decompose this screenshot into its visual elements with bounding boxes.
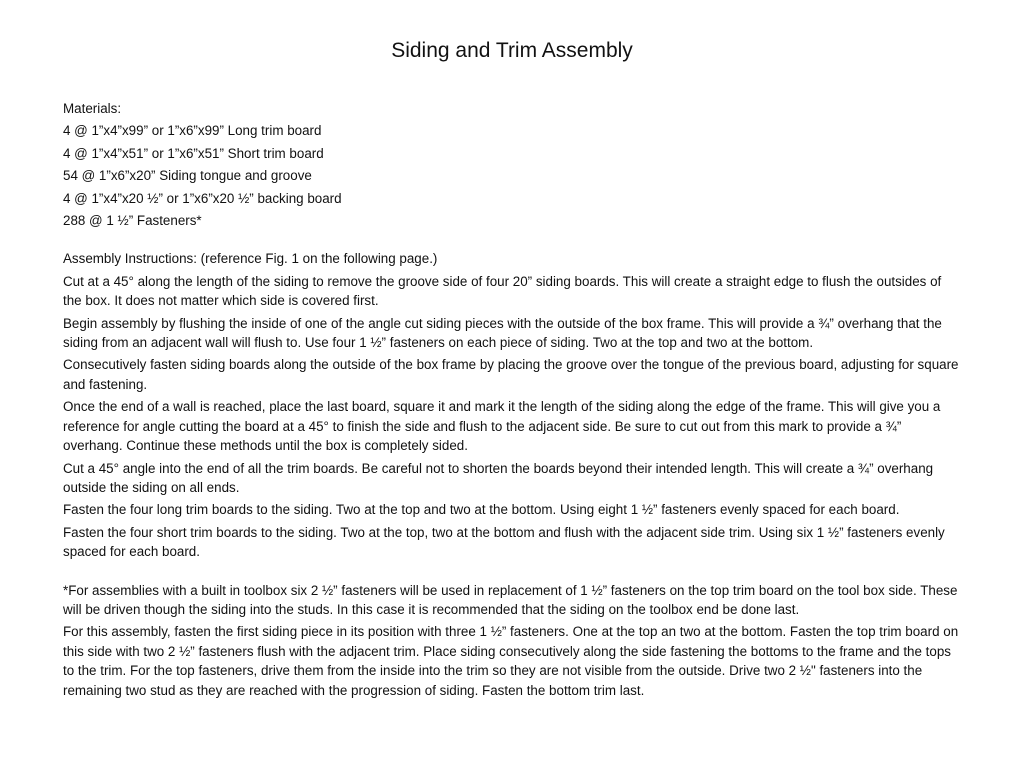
page-title: Siding and Trim Assembly xyxy=(391,39,633,62)
instruction-step: Fasten the four short trim boards to the siding. Two at the top, two at the bottom and flush with the adjacent side trim. Using six 1 ½” fasteners evenly spaced for each board. xyxy=(63,524,945,560)
materials-item: 288 @ 1 ½” Fasteners* xyxy=(63,213,202,229)
materials-item: 54 @ 1”x6”x20” Siding tongue and groove xyxy=(63,168,312,184)
materials-heading: Materials: xyxy=(63,101,122,116)
instruction-step: Begin assembly by flushing the inside of one of the angle cut siding pieces with the outside of the box frame. This will provide a ¾” overhang that the siding from an adjacent wall will flush to. Use four 1 ½” fasteners on each piece of siding. Two at the top and two at the bottom. xyxy=(63,315,942,351)
instructions-heading: Assembly Instructions: (reference Fig. 1 on the following page.) xyxy=(63,251,438,267)
materials-item: 4 @ 1”x4”x51” or 1”x6”x51” Short trim board xyxy=(63,145,324,161)
instruction-step: Once the end of a wall is reached, place the last board, square it and mark it the length of the siding along the edge of the frame. This will give you a reference for angle cutting the board at a 45° to finish the side and flush to the adjacent side. Be sure to cut out from this mark to provide a ¾” overhang. Continue these methods until the box is completely sided. xyxy=(63,399,941,454)
section-spacer xyxy=(63,565,963,581)
materials-item: 4 @ 1”x4”x99” or 1”x6”x99” Long trim board xyxy=(63,123,322,139)
instruction-step: Cut at a 45° along the length of the siding to remove the groove side of four 20” siding boards. This will create a straight edge to flush the outsides of the box. It does not matter which side is covered first. xyxy=(63,273,942,309)
instruction-step: Cut a 45° angle into the end of all the trim boards. Be careful not to shorten the boards beyond their intended length. This will create a ¾” overhang outside the siding on all ends. xyxy=(63,460,934,495)
toolbox-note: *For assemblies with a built in toolbox six 2 ½” fasteners will be used in replacement of 1 ½” fasteners on the top trim board on the tool box side. These will be driven though the siding into the studs. In this case it is recommended that the siding on the toolbox end be done last. xyxy=(63,582,958,617)
toolbox-assembly-note: For this assembly, fasten the first siding piece in its position with three 1 ½” fasteners. One at the top an two at the bottom. Fasten the top trim board on this side with two 2 ½” fasteners flush with the adjacent trim. Place siding consecutively along the side fastening the bottoms to the frame and the tops to the trim. For the top fasteners, drive them from the inside into the trim so they are not visible from the outside. Drive two 2 ½" fasteners into the remaining two stud as they are reached with the progression of siding. Fasten the bottom trim last. xyxy=(63,624,959,698)
instruction-step: Fasten the four long trim boards to the siding. Two at the top and two at the bottom. Using eight 1 ½” fasteners evenly spaced for each board. xyxy=(63,502,900,518)
section-spacer xyxy=(63,233,963,249)
instruction-step: Consecutively fasten siding boards along the outside of the box frame by placing the groove over the tongue of the previous board, adjusting for square and fastening. xyxy=(63,357,959,392)
materials-item: 4 @ 1”x4”x20 ½” or 1”x6”x20 ½” backing board xyxy=(63,190,342,206)
document-body xyxy=(63,99,963,703)
